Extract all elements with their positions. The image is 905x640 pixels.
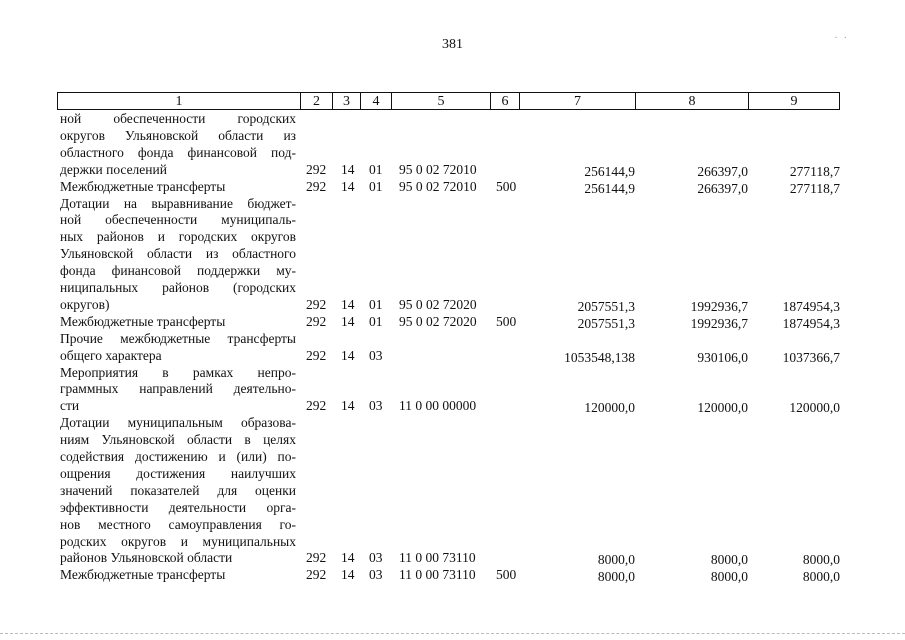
- description-line: Межбюджетные трансферты: [60, 313, 226, 329]
- description-line: содействия достижению и (или) по-: [60, 449, 296, 464]
- cell-c8: 930106,0: [697, 349, 748, 365]
- row-description: [60, 179, 296, 196]
- cell-c9: 120000,0: [789, 400, 840, 416]
- cell-c6: 500: [496, 567, 517, 583]
- cell-c3: 14: [341, 347, 355, 363]
- description-line: ощрения достижения наилучших: [60, 465, 296, 481]
- description-line: фонда финансовой поддержки му-: [60, 263, 296, 279]
- cell-c2: 292: [306, 313, 327, 329]
- row-description: [60, 415, 296, 567]
- description-line: родских округов и муниципальных: [60, 533, 296, 549]
- description-line: Прочие межбюджетные трансферты: [60, 330, 296, 346]
- cell-c9: 1037366,7: [782, 349, 840, 365]
- header-col-2: 2: [301, 93, 333, 109]
- cell-c8: 8000,0: [710, 552, 748, 568]
- cell-c7: 256144,9: [584, 180, 635, 196]
- header-col-8: 8: [636, 93, 749, 109]
- header-col-6: 6: [491, 93, 520, 109]
- description-line: Межбюджетные трансферты: [60, 567, 226, 583]
- cell-c6: 500: [496, 313, 517, 329]
- row-description: [60, 567, 296, 584]
- description-line: ниципальных районов (городских: [60, 280, 296, 296]
- cell-c8: 1992936,7: [690, 298, 748, 314]
- description-line: округов): [60, 296, 110, 312]
- cell-c7: 120000,0: [584, 400, 635, 416]
- cell-c7: 1053548,138: [564, 349, 635, 365]
- cell-c9: 1874954,3: [782, 315, 840, 331]
- description-line: Мероприятия в рамках непро-: [60, 364, 296, 380]
- cell-c2: 292: [306, 567, 327, 583]
- scan-marks: ··: [834, 33, 853, 44]
- cell-c8: 266397,0: [697, 180, 748, 196]
- cell-c3: 14: [341, 398, 355, 414]
- cell-c5: 95 0 02 72010: [399, 161, 477, 177]
- description-line: Дотации на выравнивание бюджет-: [60, 195, 296, 211]
- description-line: Дотации муниципальным образова-: [60, 415, 296, 431]
- cell-c9: 1874954,3: [782, 298, 840, 314]
- description-line: нов местного самоуправления го-: [60, 516, 296, 532]
- cell-c5: 95 0 02 72020: [399, 313, 477, 329]
- row-description: [60, 331, 296, 365]
- cell-c5: 11 0 00 73110: [399, 550, 476, 566]
- page-number: 381: [442, 37, 463, 52]
- cell-c9: 277118,7: [789, 180, 840, 196]
- description-line: общего характера: [60, 347, 162, 363]
- cell-c2: 292: [306, 398, 327, 414]
- cell-c5: 11 0 00 73110: [399, 567, 476, 583]
- cell-c4: 03: [369, 347, 383, 363]
- cell-c2: 292: [306, 550, 327, 566]
- cell-c5: 11 0 00 00000: [399, 398, 477, 414]
- cell-c4: 01: [369, 178, 383, 194]
- cell-c7: 8000,0: [597, 552, 635, 568]
- cell-c7: 2057551,3: [577, 315, 635, 331]
- description-line: значений показателей для оценки: [60, 482, 296, 498]
- cell-c6: 500: [496, 178, 517, 194]
- header-col-4: 4: [361, 93, 392, 109]
- cell-c2: 292: [306, 296, 327, 312]
- cell-c4: 03: [369, 550, 383, 566]
- cell-c2: 292: [306, 161, 327, 177]
- row-description: [60, 196, 296, 314]
- cell-c4: 01: [369, 313, 383, 329]
- description-line: ной обеспеченности муниципаль-: [60, 212, 296, 228]
- description-line: ниям Ульяновской области в целях: [60, 432, 296, 448]
- cell-c3: 14: [341, 161, 355, 177]
- cell-c9: 277118,7: [789, 163, 840, 179]
- header-col-9: 9: [790, 94, 798, 109]
- cell-c4: 03: [369, 398, 383, 414]
- cell-c3: 14: [341, 296, 355, 312]
- description-line: ной обеспеченности городских: [60, 111, 296, 126]
- cell-c8: 8000,0: [710, 569, 748, 585]
- cell-c9: 8000,0: [802, 552, 840, 568]
- cell-c2: 292: [306, 347, 327, 363]
- cell-c9: 8000,0: [802, 569, 840, 585]
- cell-c4: 01: [369, 161, 383, 177]
- cell-c3: 14: [341, 567, 355, 583]
- cell-c7: 2057551,3: [577, 298, 635, 314]
- cell-c2: 292: [306, 178, 327, 194]
- cell-c3: 14: [341, 313, 355, 329]
- description-line: районов Ульяновской области: [60, 550, 233, 566]
- row-description: [60, 314, 296, 331]
- description-line: эффективности деятельности орга-: [60, 499, 296, 515]
- description-line: сти: [60, 398, 80, 414]
- cell-c3: 14: [341, 550, 355, 566]
- header-col-7: 7: [520, 93, 636, 109]
- description-line: областного фонда финансовой под-: [60, 144, 296, 160]
- header-col-5: 5: [392, 93, 491, 109]
- cell-c4: 03: [369, 567, 383, 583]
- cell-c7: 256144,9: [584, 163, 635, 179]
- cell-c8: 120000,0: [697, 400, 748, 416]
- description-line: округов Ульяновской области из: [60, 127, 296, 143]
- header-col-1: 1: [58, 93, 301, 109]
- description-line: держки поселений: [60, 161, 167, 177]
- scan-bottom-edge: [0, 633, 905, 634]
- cell-c8: 266397,0: [697, 163, 748, 179]
- table-header: [57, 92, 840, 110]
- description-line: Межбюджетные трансферты: [60, 178, 226, 194]
- cell-c5: 95 0 02 72010: [399, 178, 477, 194]
- cell-c5: 95 0 02 72020: [399, 296, 477, 312]
- description-line: граммных направлений деятельно-: [60, 381, 296, 397]
- row-description: [60, 111, 296, 179]
- cell-c4: 01: [369, 296, 383, 312]
- cell-c3: 14: [341, 178, 355, 194]
- row-description: [60, 365, 296, 416]
- cell-c8: 1992936,7: [690, 315, 748, 331]
- header-col-3: 3: [333, 93, 361, 109]
- cell-c7: 8000,0: [597, 569, 635, 585]
- description-line: Ульяновской области из областного: [60, 246, 296, 262]
- description-line: ных районов и городских округов: [60, 229, 296, 245]
